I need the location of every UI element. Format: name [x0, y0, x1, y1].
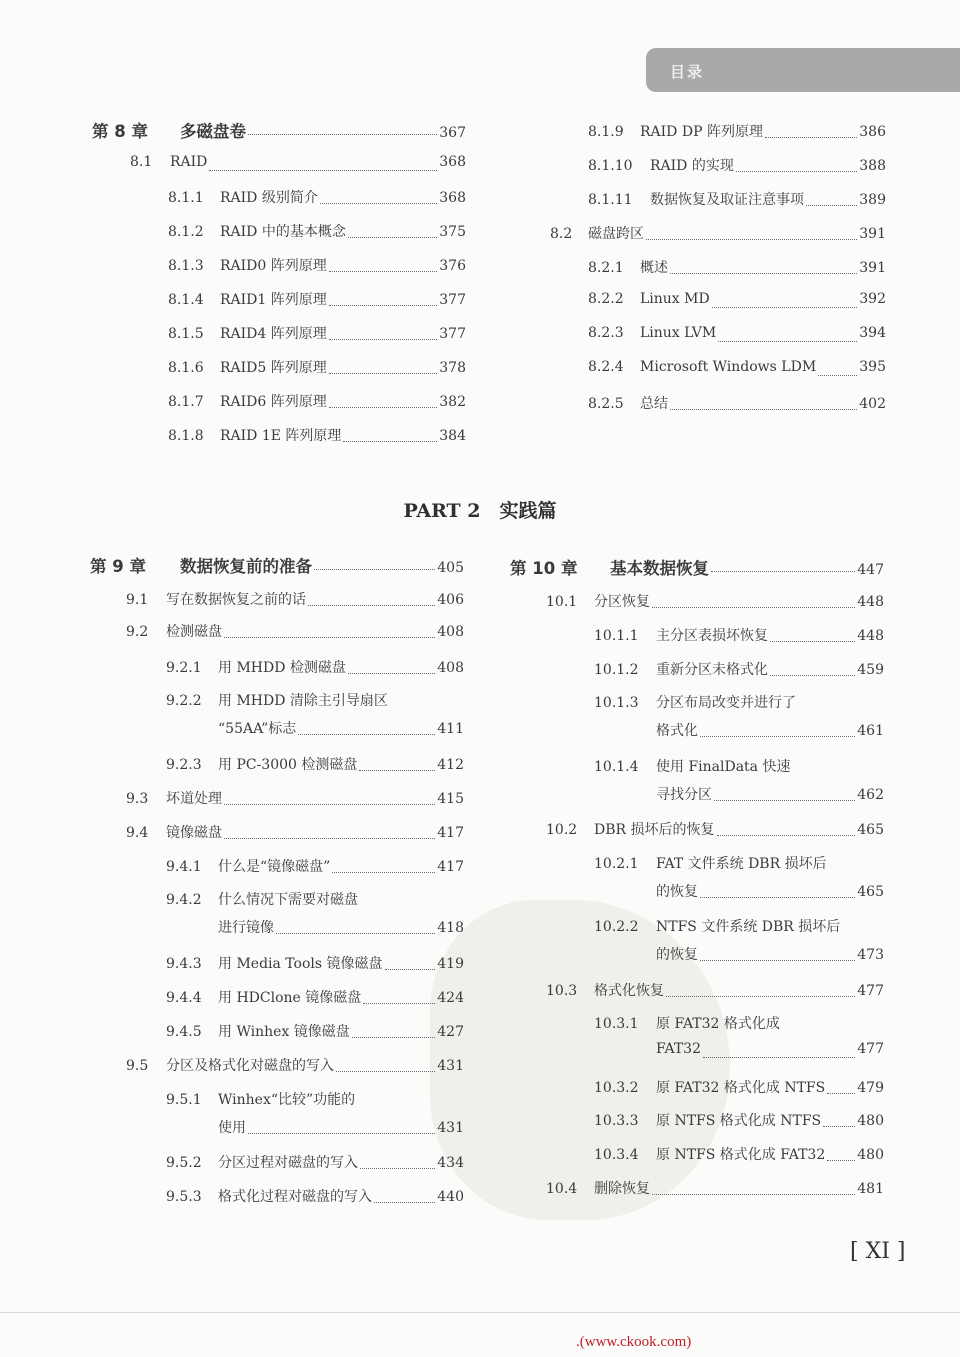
toc-entry-number: 第 9 章: [90, 557, 146, 576]
toc-leader-dots: [314, 568, 435, 570]
toc-entry-number: 8.1: [130, 154, 153, 170]
toc-entry-page: 408: [437, 624, 464, 640]
toc-entry-page: 367: [439, 125, 466, 141]
toc-leader-dots: [765, 136, 857, 138]
toc-entry: [594, 1144, 884, 1168]
toc-leader-dots: [806, 204, 857, 206]
toc-entry-title-line2: FAT32: [656, 1041, 701, 1057]
toc-entry: [550, 223, 886, 247]
toc-entry-page: 417: [437, 825, 464, 841]
toc-entry: [168, 221, 466, 245]
toc-entry-title: Linux LVM: [640, 325, 717, 341]
toc-leader-dots: [329, 270, 438, 272]
toc-entry-title-line2: 寻找分区: [656, 787, 712, 803]
toc-entry-title: 用 MHDD 清除主引导扇区: [218, 693, 388, 709]
toc-entry: [510, 555, 884, 579]
toc-entry-title: RAID 1E 阵列原理: [220, 428, 342, 444]
toc-entry-page: 448: [857, 594, 884, 610]
toc-entry: [166, 856, 464, 880]
toc-entry-title: 使用 FinalData 快速: [656, 759, 791, 775]
toc-entry-title: RAID DP 阵列原理: [640, 124, 763, 140]
toc-entry-page: 417: [437, 859, 464, 875]
toc-leader-dots: [329, 304, 438, 306]
toc-entry-title: 基本数据恢复: [610, 559, 709, 578]
toc-entry: [166, 1152, 464, 1176]
toc-entry-title: 原 FAT32 格式化成 NTFS: [656, 1080, 826, 1096]
toc-leader-dots: [329, 406, 438, 408]
toc-leader-dots: [224, 837, 435, 839]
toc-entry-number: 10.1.1: [594, 628, 639, 644]
toc-entry-title-line2: 使用: [218, 1120, 246, 1136]
toc-entry-page: 376: [439, 258, 466, 274]
toc-entry: [126, 788, 464, 812]
toc-entry-number: 9.4: [126, 825, 149, 841]
toc-leader-dots: [700, 735, 855, 737]
toc-entry-page: 461: [857, 723, 884, 739]
toc-entry-page: 412: [437, 757, 464, 773]
toc-entry: [588, 291, 886, 315]
toc-entry-page: 481: [857, 1181, 884, 1197]
toc-leader-dots: [352, 1036, 436, 1038]
toc-leader-dots: [276, 932, 435, 934]
toc-entry: [166, 754, 464, 778]
toc-entry-title: RAID0 阵列原理: [220, 258, 327, 274]
toc-entry-page: 375: [439, 224, 466, 240]
toc-entry: [126, 589, 464, 613]
toc-entry-page: 419: [437, 956, 464, 972]
toc-entry: [166, 690, 464, 714]
toc-entry-page: 477: [857, 983, 884, 999]
toc-entry-continuation: [218, 718, 464, 742]
toc-entry-title: 原 FAT32 格式化成: [656, 1016, 780, 1032]
toc-entry-number: 8.1.4: [168, 292, 204, 308]
toc-entry-title: RAID6 阵列原理: [220, 394, 327, 410]
toc-entry-page: 427: [437, 1024, 464, 1040]
toc-entry-title: 坏道处理: [166, 791, 222, 807]
toc-leader-dots: [670, 408, 857, 410]
toc-entry-page: 386: [859, 124, 886, 140]
toc-entry-number: 10.4: [546, 1181, 578, 1197]
toc-entry-number: 8.2.2: [588, 291, 624, 307]
toc-leader-dots: [343, 440, 437, 442]
toc-entry-title-line2: 进行镜像: [218, 920, 274, 936]
toc-entry: [594, 1110, 884, 1134]
toc-entry: [594, 756, 884, 780]
toc-entry-page: 377: [439, 292, 466, 308]
toc-entry-title: 原 NTFS 格式化成 FAT32: [656, 1147, 826, 1163]
toc-entry-page: 378: [439, 360, 466, 376]
toc-entry: [166, 889, 464, 913]
toc-entry-number: 10.2: [546, 822, 578, 838]
toc-leader-dots: [770, 640, 855, 642]
toc-entry: [126, 1055, 464, 1079]
toc-entry-title: RAID 中的基本概念: [220, 224, 346, 240]
toc-entry-page: 389: [859, 192, 886, 208]
toc-entry-title: RAID4 阵列原理: [220, 326, 327, 342]
toc-entry-number: 9.1: [126, 592, 149, 608]
toc-entry-title: 总结: [640, 396, 668, 412]
toc-leader-dots: [700, 896, 855, 898]
toc-entry-number: 9.4.5: [166, 1024, 202, 1040]
toc-entry-title: FAT 文件系统 DBR 损坏后: [656, 856, 827, 872]
toc-entry-number: 9.2.2: [166, 693, 202, 709]
toc-entry-number: 8.1.11: [588, 192, 633, 208]
toc-leader-dots: [646, 238, 857, 240]
toc-entry: [588, 359, 886, 383]
toc-leader-dots: [666, 995, 855, 997]
toc-entry-number: 8.1.9: [588, 124, 624, 140]
toc-leader-dots: [652, 1193, 855, 1195]
toc-entry-number: 9.4.3: [166, 956, 202, 972]
toc-entry-page: 395: [859, 359, 886, 375]
toc-leader-dots: [360, 1167, 435, 1169]
toc-entry: [168, 323, 466, 347]
toc-entry-page: 448: [857, 628, 884, 644]
toc-entry-title: 什么是“镜像磁盘”: [218, 859, 331, 875]
toc-entry-title: 磁盘跨区: [588, 226, 644, 242]
toc-entry-continuation: [218, 917, 464, 941]
toc-entry: [168, 357, 466, 381]
toc-entry-page: 447: [857, 562, 884, 578]
toc-entry-page: 477: [857, 1041, 884, 1057]
toc-entry-number: 8.1.5: [168, 326, 204, 342]
toc-entry-continuation: [218, 1117, 464, 1141]
toc-leader-dots: [209, 169, 437, 171]
toc-entry-title: 数据恢复前的准备: [180, 557, 312, 576]
toc-entry-page: 384: [439, 428, 466, 444]
toc-entry-title-line2: “55AA”标志: [218, 721, 297, 737]
toc-entry-number: 8.1.3: [168, 258, 204, 274]
toc-entry-number: 10.3.3: [594, 1113, 639, 1129]
toc-entry-continuation: [656, 720, 884, 744]
toc-leader-dots: [298, 733, 435, 735]
toc-entry-title: NTFS 文件系统 DBR 损坏后: [656, 919, 841, 935]
toc-entry-number: 8.1.2: [168, 224, 204, 240]
toc-entry: [168, 187, 466, 211]
toc-entry-page: 434: [437, 1155, 464, 1171]
toc-entry-number: 8.1.1: [168, 190, 204, 206]
toc-entry: [594, 853, 884, 877]
toc-entry: [588, 325, 886, 349]
toc-entry: [594, 692, 884, 716]
toc-entry-page: 473: [857, 947, 884, 963]
toc-leader-dots: [332, 871, 435, 873]
toc-leader-dots: [711, 570, 855, 572]
toc-entry-continuation: [656, 944, 884, 968]
toc-entry: [588, 189, 886, 213]
toc-entry-title: Linux MD: [640, 291, 710, 307]
toc-leader-dots: [714, 799, 855, 801]
toc-entry-page: 382: [439, 394, 466, 410]
toc-entry-title: Microsoft Windows LDM: [640, 359, 817, 375]
toc-leader-dots: [329, 338, 438, 340]
toc-entry-number: 10.1.2: [594, 662, 639, 678]
toc-entry-number: 8.2.5: [588, 396, 624, 412]
toc-entry-page: 408: [437, 660, 464, 676]
toc-leader-dots: [670, 272, 857, 274]
toc-entry-page: 431: [437, 1058, 464, 1074]
toc-entry-number: 10.3.2: [594, 1080, 639, 1096]
toc-leader-dots: [248, 133, 437, 135]
toc-entry: [588, 155, 886, 179]
toc-entry-title-line2: 格式化: [656, 723, 698, 739]
toc-entry-title: 用 MHDD 检测磁盘: [218, 660, 346, 676]
toc-entry: [166, 1186, 464, 1210]
toc-leader-dots: [329, 372, 438, 374]
toc-leader-dots: [823, 1125, 855, 1127]
toc-entry-title: RAID5 阵列原理: [220, 360, 327, 376]
toc-leader-dots: [320, 202, 437, 204]
toc-entry-page: 440: [437, 1189, 464, 1205]
toc-entry-number: 8.1.7: [168, 394, 204, 410]
toc-entry-number: 9.3: [126, 791, 149, 807]
toc-entry: [166, 657, 464, 681]
toc-entry: [126, 621, 464, 645]
toc-entry-title: 主分区表损坏恢复: [656, 628, 768, 644]
toc-entry-title: 分区恢复: [594, 594, 650, 610]
toc-entry: [594, 1013, 884, 1037]
toc-entry-page: 405: [437, 560, 464, 576]
toc-entry-number: 9.4.2: [166, 892, 202, 908]
toc-leader-dots: [827, 1092, 855, 1094]
toc-entry-page: 480: [857, 1147, 884, 1163]
toc-entry: [130, 154, 466, 178]
toc-entry-number: 9.4.1: [166, 859, 202, 875]
toc-entry: [166, 953, 464, 977]
toc-leader-dots: [348, 672, 435, 674]
toc-entry: [168, 425, 466, 449]
header-tab-label: 目录: [670, 63, 705, 81]
toc-entry-title: 镜像磁盘: [166, 825, 222, 841]
toc-entry-title: 数据恢复及取证注意事项: [650, 192, 804, 208]
toc-entry-number: 10.1.4: [594, 759, 639, 775]
toc-entry-number: 8.2.4: [588, 359, 624, 375]
toc-entry: [546, 980, 884, 1004]
toc-leader-dots: [717, 834, 856, 836]
toc-entry-title: 概述: [640, 260, 668, 276]
toc-entry: [166, 1021, 464, 1045]
toc-entry-title: 写在数据恢复之前的话: [166, 592, 306, 608]
toc-entry-number: 8.2.1: [588, 260, 624, 276]
toc-entry-number: 8.1.8: [168, 428, 204, 444]
toc-entry-title: 检测磁盘: [166, 624, 222, 640]
toc-entry-page: 368: [439, 190, 466, 206]
toc-entry-page: 394: [859, 325, 886, 341]
toc-entry-number: 10.2.1: [594, 856, 639, 872]
toc-leader-dots: [248, 1132, 435, 1134]
toc-entry: [168, 289, 466, 313]
toc-entry-title: RAID: [170, 154, 208, 170]
toc-entry: [594, 1077, 884, 1101]
part-title: PART 2 实践篇: [403, 500, 557, 522]
toc-entry: [168, 255, 466, 279]
toc-entry-number: 10.1.3: [594, 695, 639, 711]
toc-entry-title: DBR 损坏后的恢复: [594, 822, 715, 838]
toc-entry-continuation: [656, 1041, 884, 1065]
toc-entry-page: 465: [857, 822, 884, 838]
toc-entry: [594, 625, 884, 649]
toc-entry-page: 392: [859, 291, 886, 307]
toc-leader-dots: [718, 340, 857, 342]
toc-entry-page: 431: [437, 1120, 464, 1136]
toc-entry-title: 分区及格式化对磁盘的写入: [166, 1058, 334, 1074]
toc-entry: [546, 819, 884, 843]
toc-entry-number: 第 8 章: [92, 122, 148, 141]
toc-leader-dots: [336, 1070, 435, 1072]
toc-entry-title: 用 Winhex 镜像磁盘: [218, 1024, 350, 1040]
footer-url: .(www.ckook.com): [576, 1334, 692, 1350]
toc-entry-number: 9.4.4: [166, 990, 202, 1006]
toc-leader-dots: [736, 170, 857, 172]
toc-entry-page: 459: [857, 662, 884, 678]
toc-entry-page: 388: [859, 158, 886, 174]
toc-entry-number: 8.2: [550, 226, 573, 242]
toc-entry-page: 462: [857, 787, 884, 803]
toc-entry: [168, 391, 466, 415]
header-tab: [646, 48, 960, 92]
toc-entry-number: 10.3.1: [594, 1016, 639, 1032]
toc-entry-number: 10.1: [546, 594, 578, 610]
toc-entry-page: 465: [857, 884, 884, 900]
toc-entry-page: 406: [437, 592, 464, 608]
toc-leader-dots: [712, 306, 858, 308]
toc-entry-title: RAID1 阵列原理: [220, 292, 327, 308]
toc-entry-page: 368: [439, 154, 466, 170]
toc-entry: [166, 987, 464, 1011]
toc-entry-number: 9.2.3: [166, 757, 202, 773]
toc-leader-dots: [224, 636, 435, 638]
toc-entry-title: Winhex“比较”功能的: [218, 1092, 356, 1108]
toc-entry-number: 9.2.1: [166, 660, 202, 676]
toc-leader-dots: [359, 769, 435, 771]
toc-entry-number: 10.3.4: [594, 1147, 639, 1163]
toc-entry-title: 格式化过程对磁盘的写入: [218, 1189, 372, 1205]
toc-entry-title: 用 Media Tools 镜像磁盘: [218, 956, 383, 972]
toc-entry: [90, 553, 464, 577]
toc-entry: [546, 591, 884, 615]
toc-entry-page: 424: [437, 990, 464, 1006]
toc-leader-dots: [348, 236, 437, 238]
toc-leader-dots: [700, 959, 855, 961]
toc-entry-page: 479: [857, 1080, 884, 1096]
toc-entry: [588, 121, 886, 145]
toc-entry: [594, 916, 884, 940]
toc-leader-dots: [703, 1056, 855, 1058]
toc-entry-title: 原 NTFS 格式化成 NTFS: [656, 1113, 822, 1129]
toc-entry-title: RAID 级别简介: [220, 190, 318, 206]
toc-entry: [126, 822, 464, 846]
toc-entry-page: 391: [859, 226, 886, 242]
toc-entry: [588, 393, 886, 417]
toc-entry-page: 418: [437, 920, 464, 936]
toc-entry-number: 8.1.10: [588, 158, 633, 174]
toc-entry-number: 9.5: [126, 1058, 149, 1074]
toc-entry: [92, 118, 466, 142]
toc-entry-page: 415: [437, 791, 464, 807]
toc-leader-dots: [652, 606, 855, 608]
toc-entry-title: 用 PC-3000 检测磁盘: [218, 757, 358, 773]
toc-leader-dots: [385, 968, 436, 970]
toc-entry-number: 9.5.3: [166, 1189, 202, 1205]
toc-entry-number: 9.2: [126, 624, 149, 640]
toc-entry: [166, 1089, 464, 1113]
toc-entry-number: 10.2.2: [594, 919, 639, 935]
toc-entry-title: 格式化恢复: [594, 983, 664, 999]
toc-entry-continuation: [656, 881, 884, 905]
toc-leader-dots: [374, 1201, 435, 1203]
toc-entry-page: 411: [437, 721, 464, 737]
toc-entry-title: RAID 的实现: [650, 158, 734, 174]
toc-entry-title: 什么情况下需要对磁盘: [218, 892, 358, 908]
toc-entry-number: 9.5.2: [166, 1155, 202, 1171]
toc-entry-title: 分区布局改变并进行了: [656, 695, 796, 711]
toc-entry-title: 用 HDClone 镜像磁盘: [218, 990, 362, 1006]
toc-leader-dots: [308, 604, 435, 606]
toc-entry: [588, 257, 886, 281]
footer-divider: [0, 1312, 960, 1313]
page-number: [ XI ]: [850, 1239, 906, 1264]
toc-entry-page: 480: [857, 1113, 884, 1129]
toc-entry: [594, 659, 884, 683]
toc-entry-title: 重新分区未格式化: [656, 662, 768, 678]
toc-entry-title: 删除恢复: [594, 1181, 650, 1197]
toc-leader-dots: [827, 1159, 855, 1161]
toc-entry-title-line2: 的恢复: [656, 947, 698, 963]
toc-entry-page: 391: [859, 260, 886, 276]
toc-entry-page: 402: [859, 396, 886, 412]
toc-entry-number: 8.1.6: [168, 360, 204, 376]
toc-leader-dots: [818, 374, 857, 376]
toc-entry-number: 9.5.1: [166, 1092, 202, 1108]
toc-entry-title-line2: 的恢复: [656, 884, 698, 900]
toc-leader-dots: [770, 674, 855, 676]
toc-entry-number: 8.2.3: [588, 325, 624, 341]
toc-entry-number: 第 10 章: [510, 559, 578, 578]
toc-entry-number: 10.3: [546, 983, 578, 999]
toc-leader-dots: [224, 803, 435, 805]
toc-entry-continuation: [656, 784, 884, 808]
toc-entry-title: 分区过程对磁盘的写入: [218, 1155, 358, 1171]
toc-leader-dots: [363, 1002, 435, 1004]
toc-entry-page: 377: [439, 326, 466, 342]
toc-entry: [546, 1178, 884, 1202]
toc-entry-title: 多磁盘卷: [180, 122, 246, 141]
